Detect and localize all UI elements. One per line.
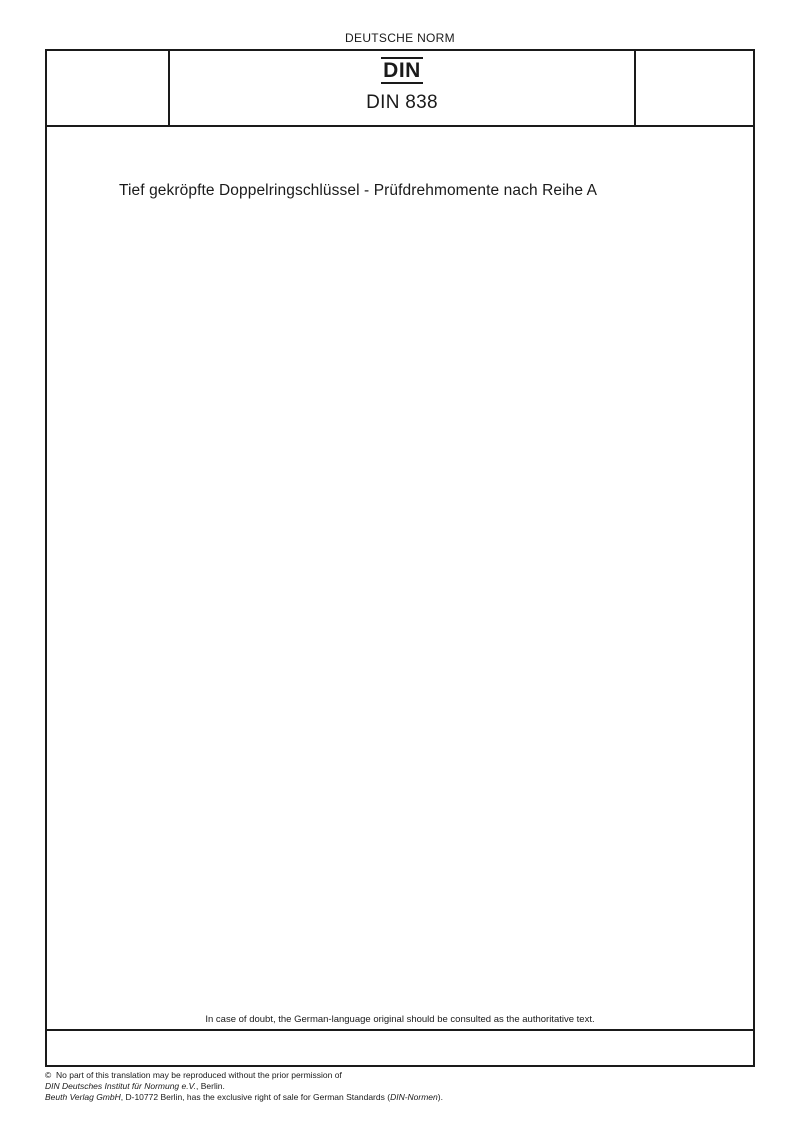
din-logo-container bbox=[170, 57, 634, 84]
distributor-rights: , D-10772 Berlin, has the exclusive right of sale for German Standards ( bbox=[120, 1092, 391, 1102]
distributor-name: Beuth Verlag GmbH bbox=[45, 1092, 121, 1102]
publisher-name: DIN Deutsches Institut für Normung e.V. bbox=[45, 1081, 197, 1091]
publisher-city: , Berlin. bbox=[196, 1081, 225, 1091]
din-logo: DIN bbox=[383, 59, 421, 82]
translation-note: In case of doubt, the German-language original should be consulted as the authoritative text. bbox=[205, 1014, 595, 1025]
copyright-line-1-text: No part of this translation may be reproduced without the prior permission of bbox=[56, 1070, 342, 1080]
header-divider bbox=[47, 125, 753, 127]
standards-name: DIN-Normen bbox=[390, 1092, 438, 1102]
copyright-line-2 bbox=[45, 1081, 443, 1092]
copyright-symbol: © bbox=[45, 1070, 52, 1080]
document-type-label: DEUTSCHE NORM bbox=[345, 31, 455, 45]
distributor-rights-end: ). bbox=[437, 1092, 443, 1102]
header-right-divider bbox=[634, 51, 636, 125]
document-title: Tief gekröpfte Doppelringschlüssel - Prüfdrehmomente nach Reihe A bbox=[119, 182, 598, 199]
document-number: DIN 838 bbox=[366, 92, 438, 113]
page-frame bbox=[45, 49, 755, 1067]
footer-divider bbox=[47, 1029, 753, 1031]
copyright-notice bbox=[45, 1070, 443, 1103]
copyright-line-3 bbox=[45, 1092, 443, 1103]
copyright-line-1 bbox=[45, 1070, 443, 1081]
